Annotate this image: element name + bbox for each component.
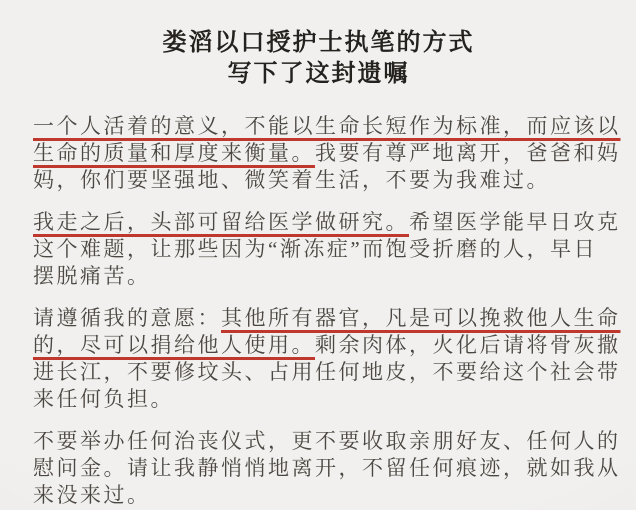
- title-line-2: 写下了这封遗嘱: [227, 61, 410, 87]
- text-line: [33, 209, 621, 236]
- text-segment: 请遵循我的意愿：: [33, 306, 221, 330]
- paragraph: [33, 428, 621, 509]
- text-line: [33, 455, 621, 482]
- document-body: [33, 113, 621, 509]
- text-segment: 慰问金。请让我静悄悄地离开，不留任何痕迹，就如我从: [33, 456, 621, 480]
- red-underlined-text: 我走之后，头部可留给医学做研究。: [33, 210, 409, 234]
- text-line: [33, 305, 621, 332]
- text-line: [33, 359, 621, 386]
- paragraph: [33, 113, 621, 194]
- text-line: [33, 236, 604, 263]
- text-segment: 不要举办任何治丧仪式，更不要收取亲朋好友、任何人的: [33, 429, 621, 453]
- document-title: [33, 28, 604, 90]
- text-segment: 进长江，不要修坟头、占用任何地皮，不要给这个社会带: [33, 360, 621, 384]
- red-underlined-text: 生命的质量和厚度来衡量。: [33, 141, 315, 165]
- text-segment: 摆脱痛苦。: [33, 264, 151, 288]
- text-line: [33, 428, 621, 455]
- text-line: [33, 332, 621, 359]
- text-line: [33, 140, 621, 167]
- text-line: [33, 113, 621, 140]
- red-underlined-text: 的，尽可以捐给他人使用。: [33, 333, 315, 357]
- text-line: [33, 386, 604, 413]
- text-line: [33, 263, 604, 290]
- text-line: [33, 167, 604, 194]
- title-line-1: 娄滔以口授护士执笔的方式: [162, 30, 475, 56]
- text-segment: 妈，你们要坚强地、微笑着生活，不要为我难过。: [33, 168, 550, 192]
- red-underlined-text: 其他所有器官，凡是可以挽救他人生命: [221, 306, 621, 330]
- paragraph: [33, 209, 621, 290]
- text-segment: 来任何负担。: [33, 387, 174, 411]
- red-underlined-text: 一个人活着的意义，不能以生命长短作为标准，而应该以: [33, 114, 621, 138]
- text-segment: 我要有尊严地离开，爸爸和妈: [315, 141, 621, 165]
- text-line: [33, 482, 604, 509]
- paragraph: [33, 305, 621, 413]
- text-segment: 剩余肉体，火化后请将骨灰撒: [315, 333, 621, 357]
- text-segment: 这个难题，让那些因为“渐冻症”而饱受折磨的人，早日: [33, 237, 598, 261]
- text-segment: 希望医学能早日攻克: [409, 210, 621, 234]
- text-segment: 来没来过。: [33, 483, 151, 507]
